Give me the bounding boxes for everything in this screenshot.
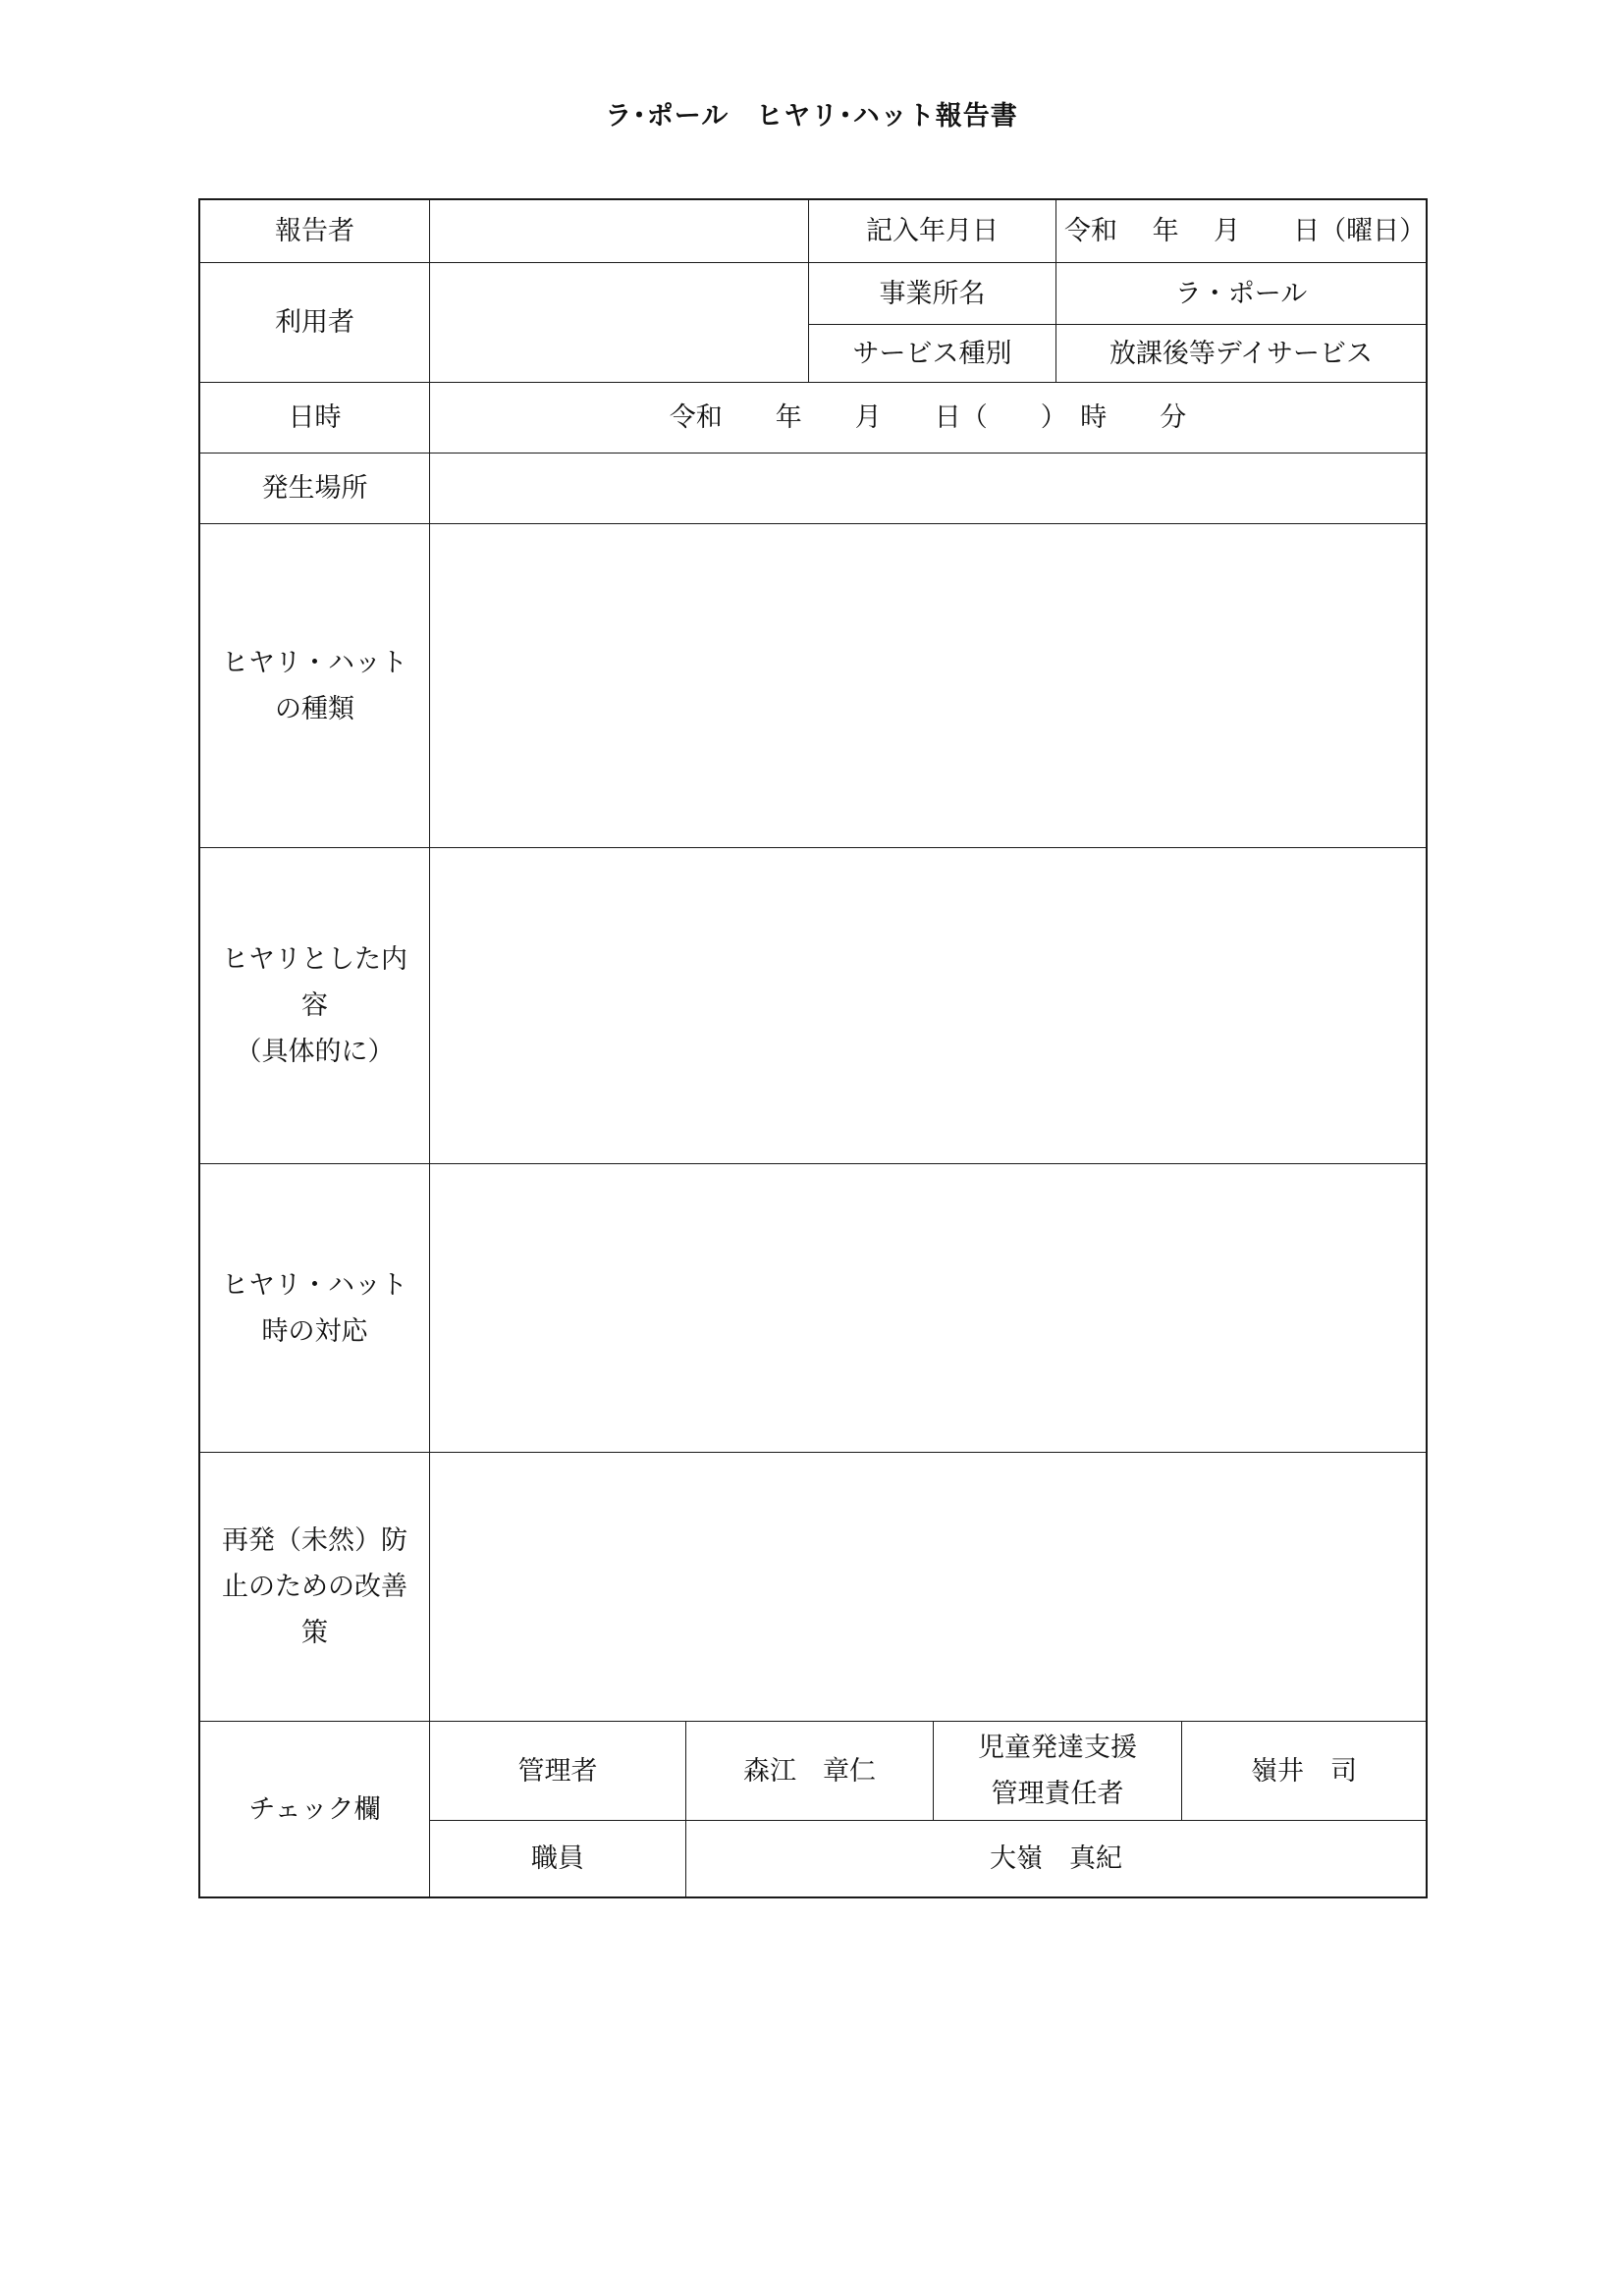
service-value-cell	[1055, 324, 1428, 383]
prevention-label-line-1: 再発（未然）防	[222, 1525, 407, 1556]
datetime-label-cell	[198, 382, 430, 454]
manager-name-cell	[685, 1721, 934, 1821]
staff-name: 大嶺 真紀	[990, 1843, 1122, 1874]
type-field[interactable]	[429, 523, 1428, 848]
reporter-label-cell	[198, 198, 430, 263]
user-label: 利用者	[275, 307, 354, 338]
service-value: 放課後等デイサービス	[1109, 338, 1374, 369]
entry-date-value: 令和 年 月 日（曜日）	[1064, 216, 1427, 246]
location-label: 発生場所	[261, 473, 368, 504]
staff-label-cell	[429, 1820, 686, 1898]
report-form	[198, 198, 1428, 1898]
prevention-label-cell	[198, 1452, 430, 1722]
content-field[interactable]	[429, 847, 1428, 1164]
content-label-line-3: （具体的に）	[235, 1037, 395, 1067]
content-label-line-2: 容	[301, 990, 328, 1021]
prevention-label-line-2: 止のための改善	[222, 1572, 407, 1602]
datetime-field[interactable]	[429, 382, 1428, 454]
service-label-cell	[808, 324, 1056, 383]
content-label-cell	[198, 847, 430, 1164]
response-field[interactable]	[429, 1163, 1428, 1453]
location-field[interactable]	[429, 453, 1428, 524]
staff-label: 職員	[531, 1843, 584, 1874]
office-label: 事業所名	[879, 278, 986, 309]
user-label-cell	[198, 262, 430, 383]
reporter-label: 報告者	[275, 216, 354, 246]
supervisor-label-cell	[933, 1721, 1182, 1821]
check-label: チェック欄	[248, 1793, 381, 1825]
response-label-cell	[198, 1163, 430, 1453]
content-label-line-1: ヒヤリとした内	[222, 944, 407, 975]
supervisor-name: 嶺井 司	[1251, 1755, 1357, 1787]
manager-label: 管理者	[517, 1755, 598, 1787]
response-label-line-1: ヒヤリ・ハット	[222, 1269, 407, 1301]
entry-date-field[interactable]	[1055, 198, 1428, 263]
manager-name: 森江 章仁	[743, 1755, 876, 1787]
entry-date-label: 記入年月日	[866, 216, 999, 246]
prevention-field[interactable]	[429, 1452, 1428, 1722]
staff-name-cell	[685, 1820, 1428, 1898]
supervisor-label-line-1: 児童発達支援	[978, 1733, 1137, 1763]
office-label-cell	[808, 262, 1056, 325]
type-label-line-2: の種類	[275, 693, 354, 724]
check-label-cell	[198, 1721, 430, 1898]
document-title: ラ･ポール ヒヤリ･ハット報告書	[605, 101, 1018, 132]
user-field[interactable]	[429, 262, 809, 383]
service-label: サービス種別	[852, 338, 1012, 369]
reporter-field[interactable]	[429, 198, 809, 263]
office-value: ラ・ポール	[1174, 278, 1308, 309]
supervisor-name-cell	[1181, 1721, 1428, 1821]
office-value-cell	[1055, 262, 1428, 325]
manager-label-cell	[429, 1721, 686, 1821]
type-label-line-1: ヒヤリ・ハット	[222, 647, 407, 678]
datetime-value: 令和 年 月 日（ ） 時 分	[669, 402, 1187, 433]
entry-date-label-cell	[808, 198, 1056, 263]
prevention-label-line-3: 策	[301, 1618, 328, 1648]
supervisor-label-line-2: 管理責任者	[991, 1779, 1124, 1809]
type-label-cell	[198, 523, 430, 848]
datetime-label: 日時	[288, 402, 342, 433]
response-label-line-2: 時の対応	[261, 1315, 368, 1347]
location-label-cell	[198, 453, 430, 524]
